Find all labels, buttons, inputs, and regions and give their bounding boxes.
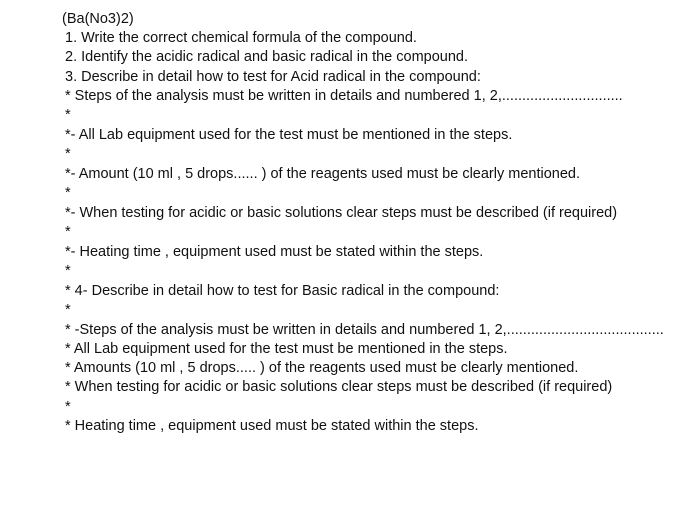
bullet-marker: * — [65, 146, 71, 162]
compound-title: (Ba(No3)2) — [62, 11, 134, 27]
acid-note-equipment: *- All Lab equipment used for the test must be mentioned in the steps. — [65, 127, 513, 143]
basic-note-heating: * Heating time , equipment used must be stated within the steps. — [65, 418, 479, 434]
acid-note-amounts: *- Amount (10 ml , 5 drops...... ) of the reagents used must be clearly mentioned. — [65, 166, 581, 182]
basic-note-steps: * -Steps of the analysis must be written in details and numbered 1, 2,....................................... — [65, 322, 664, 338]
instruction-3: 3. Describe in detail how to test for Acid radical in the compound: — [65, 69, 481, 85]
instruction-1: 1. Write the correct chemical formula of the compound. — [65, 30, 417, 46]
acid-note-heating: *- Heating time , equipment used must be stated within the steps. — [65, 244, 484, 260]
acid-note-steps: * Steps of the analysis must be written in details and numbered 1, 2,.............................. — [65, 88, 623, 104]
bullet-marker: * — [65, 263, 71, 279]
basic-note-testing: * When testing for acidic or basic solutions clear steps must be described (if required) — [65, 379, 613, 395]
bullet-marker: * — [65, 107, 71, 123]
bullet-marker: * — [65, 302, 71, 318]
bullet-marker: * — [65, 399, 71, 415]
basic-note-equipment: * All Lab equipment used for the test must be mentioned in the steps. — [65, 341, 508, 357]
instruction-4: * 4- Describe in detail how to test for Basic radical in the compound: — [65, 283, 500, 299]
acid-note-testing: *- When testing for acidic or basic solutions clear steps must be described (if required) — [65, 205, 618, 221]
bullet-marker: * — [65, 185, 71, 201]
basic-note-amounts: * Amounts (10 ml , 5 drops..... ) of the reagents used must be clearly mentioned. — [65, 360, 579, 376]
instruction-2: 2. Identify the acidic radical and basic radical in the compound. — [65, 49, 469, 65]
bullet-marker: * — [65, 224, 71, 240]
